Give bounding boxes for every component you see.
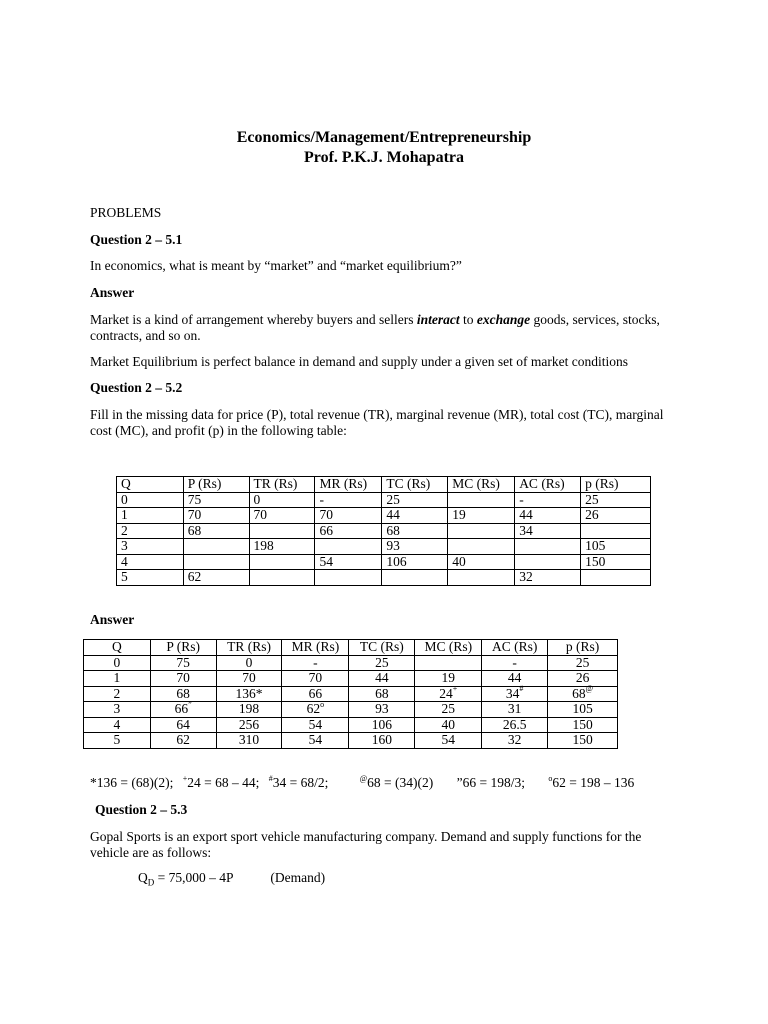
answer-text-part: Market is a kind of arrangement whereby buyers and sellers <box>90 312 417 327</box>
table-cell: 136* <box>216 686 282 702</box>
table-cell: 19 <box>448 508 515 524</box>
cell-mark: o <box>320 699 325 709</box>
table-cell <box>382 570 448 586</box>
table-cell <box>249 554 315 570</box>
table-cell: 0 <box>249 492 315 508</box>
question-5-1-heading: Question 2 – 5.1 <box>90 232 183 247</box>
table-cell: 40 <box>448 554 515 570</box>
table-cell: 68 <box>382 523 448 539</box>
table-cell: 32 <box>482 733 548 749</box>
footnote-price: ”66 = 198/3; <box>456 775 525 790</box>
footnote-mark: @ <box>359 773 368 783</box>
question-text-line: cost (MC), and profit (p) in the following table: <box>90 423 347 438</box>
table-cell: 66 <box>315 523 382 539</box>
question-table-row <box>117 508 651 524</box>
cell-mark: ” <box>188 699 192 709</box>
table-cell: 70 <box>183 508 249 524</box>
question-5-2-answer-label: Answer <box>90 612 135 627</box>
question-5-1-answer-label: Answer <box>90 285 135 300</box>
table-cell: 106 <box>382 554 448 570</box>
table-cell: 54 <box>282 717 349 733</box>
table-cell <box>448 570 515 586</box>
table-cell: 310 <box>216 733 282 749</box>
equation-label: (Demand) <box>270 870 326 885</box>
question-5-1-answer-market <box>90 312 690 344</box>
table-cell: 0 <box>84 655 151 671</box>
column-header: MC (Rs) <box>415 640 482 656</box>
table-cell: 25 <box>349 655 415 671</box>
answer-emphasis-exchange: exchange <box>476 312 531 327</box>
table-cell: 150 <box>581 554 651 570</box>
question-5-1-answer-equilibrium: Market Equilibrium is perfect balance in demand and supply under a given set of market conditions <box>90 354 628 369</box>
question-table-row <box>117 523 651 539</box>
question-text-line: vehicle are as follows: <box>90 845 212 860</box>
table-cell: 70 <box>216 671 282 687</box>
table-cell: 25 <box>548 655 618 671</box>
table-cell: 44 <box>482 671 548 687</box>
footnote-ac: 34 = 68/2; <box>272 775 329 790</box>
table-cell: 68 <box>349 686 415 702</box>
column-header: P (Rs) <box>183 477 249 493</box>
footnote-mark: o <box>548 773 553 783</box>
table-cell: 93 <box>349 702 415 718</box>
table-cell: 66 <box>282 686 349 702</box>
footnote-tr: *136 = (68)(2); <box>90 775 174 790</box>
question-5-1-text: In economics, what is meant by “market” and “market equilibrium?” <box>90 258 462 273</box>
equation-q: Q <box>138 870 148 885</box>
table-cell: 106 <box>349 717 415 733</box>
cell-mark: @ <box>585 684 593 693</box>
question-text-line: Fill in the missing data for price (P), total revenue (TR), marginal revenue (MR), total cost (TC), marginal <box>90 407 664 422</box>
table-cell: 62 <box>150 733 216 749</box>
table-cell: 40 <box>415 717 482 733</box>
answer-text-part: goods, services, stocks, <box>530 312 660 327</box>
answer-table-row <box>84 702 618 718</box>
table-cell: 24+ <box>415 686 482 702</box>
table-cell <box>249 570 315 586</box>
footnote-profit: 68 = (34)(2) <box>367 775 434 790</box>
table-cell: 26.5 <box>482 717 548 733</box>
table-cell <box>581 523 651 539</box>
table-cell: 3 <box>117 539 184 555</box>
question-text-line: Gopal Sports is an export sport vehicle manufacturing company. Demand and supply functions for the <box>90 829 642 844</box>
question-5-2-text <box>90 407 710 439</box>
column-header: TC (Rs) <box>349 640 415 656</box>
column-header: P (Rs) <box>150 640 216 656</box>
column-header: MC (Rs) <box>448 477 515 493</box>
table-cell: 44 <box>515 508 581 524</box>
table-cell: 2 <box>117 523 184 539</box>
table-cell: 19 <box>415 671 482 687</box>
column-header: p (Rs) <box>548 640 618 656</box>
table-cell: 105 <box>581 539 651 555</box>
table-cell: 150 <box>548 733 618 749</box>
table-cell: 62$^o$ <box>282 702 349 718</box>
column-header: TC (Rs) <box>382 477 448 493</box>
table-cell <box>448 523 515 539</box>
table-cell: 44 <box>382 508 448 524</box>
document-author: Prof. P.K.J. Mohapatra <box>304 149 464 166</box>
answer-table-row <box>84 717 618 733</box>
column-header: AC (Rs) <box>515 477 581 493</box>
table-cell: 4 <box>84 717 151 733</box>
table-cell: 25 <box>581 492 651 508</box>
answer-text-part: contracts, and so on. <box>90 328 201 343</box>
table-cell: 25 <box>415 702 482 718</box>
table-cell: 54 <box>315 554 382 570</box>
table-cell <box>448 539 515 555</box>
question-table-row <box>117 554 651 570</box>
table-cell: 54 <box>415 733 482 749</box>
column-header: Q <box>117 477 184 493</box>
table-cell: 198 <box>249 539 315 555</box>
table-cell: 31 <box>482 702 548 718</box>
footnote-mark: # <box>268 773 273 783</box>
table-cell: 75 <box>150 655 216 671</box>
question-table-row <box>117 539 651 555</box>
equation-subscript: D <box>147 877 155 888</box>
table-cell: 256 <box>216 717 282 733</box>
answer-table-header-row <box>84 640 618 656</box>
table-cell: 70 <box>315 508 382 524</box>
table-cell: 70 <box>150 671 216 687</box>
table-cell: 2 <box>84 686 151 702</box>
table-cell <box>249 523 315 539</box>
equation-rhs: = 75,000 – 4P <box>154 870 233 885</box>
table-cell <box>315 539 382 555</box>
table-cell: 70 <box>282 671 349 687</box>
table-cell: 93 <box>382 539 448 555</box>
question-table-row <box>117 570 651 586</box>
table-cell: - <box>282 655 349 671</box>
question-5-3-heading: Question 2 – 5.3 <box>95 802 188 817</box>
table-cell: 66” <box>150 702 216 718</box>
column-header: TR (Rs) <box>216 640 282 656</box>
table-cell <box>581 570 651 586</box>
table-cell: 34# <box>482 686 548 702</box>
question-table-header-row <box>117 477 651 493</box>
table-cell: 70 <box>249 508 315 524</box>
table-cell: 105 <box>548 702 618 718</box>
table-cell: - <box>515 492 581 508</box>
footnote-mark: + <box>182 773 188 783</box>
table-cell: 68@ <box>548 686 618 702</box>
cell-mark: # <box>519 684 524 693</box>
table-cell <box>515 554 581 570</box>
footnote-mr: 62 = 198 – 136 <box>552 775 635 790</box>
table-cell: 0 <box>117 492 184 508</box>
table-cell: 150 <box>548 717 618 733</box>
column-header: p (Rs) <box>581 477 651 493</box>
table-cell <box>415 655 482 671</box>
table-cell <box>515 539 581 555</box>
column-header: MR (Rs) <box>282 640 349 656</box>
answer-table-row <box>84 655 618 671</box>
table-cell: 1 <box>84 671 151 687</box>
table-cell: - <box>482 655 548 671</box>
column-header: Q <box>84 640 151 656</box>
table-cell: 5 <box>117 570 184 586</box>
footnote-mc: 24 = 68 – 44; <box>187 775 260 790</box>
table-cell: 32 <box>515 570 581 586</box>
table-cell: 54 <box>282 733 349 749</box>
table-cell: 1 <box>117 508 184 524</box>
table-cell <box>183 539 249 555</box>
cell-mark: + <box>452 684 458 693</box>
table-cell: 5 <box>84 733 151 749</box>
answer-table <box>83 639 618 749</box>
table-cell: 0 <box>216 655 282 671</box>
document-title: Economics/Management/Entrepreneurship <box>236 129 532 146</box>
table-cell <box>448 492 515 508</box>
question-table-row <box>117 492 651 508</box>
problems-label: PROBLEMS <box>90 205 162 220</box>
question-5-3-text <box>90 829 710 861</box>
table-cell <box>183 554 249 570</box>
table-cell: 198 <box>216 702 282 718</box>
table-cell: 160 <box>349 733 415 749</box>
table-cell: - <box>315 492 382 508</box>
table-cell: 26 <box>581 508 651 524</box>
table-cell: 34 <box>515 523 581 539</box>
column-header: TR (Rs) <box>249 477 315 493</box>
question-5-2-heading: Question 2 – 5.2 <box>90 380 183 395</box>
column-header: MR (Rs) <box>315 477 382 493</box>
answer-table-row <box>84 671 618 687</box>
table-cell <box>315 570 382 586</box>
table-cell: 75 <box>183 492 249 508</box>
answer-table-row <box>84 686 618 702</box>
column-header: AC (Rs) <box>482 640 548 656</box>
table-cell: 3 <box>84 702 151 718</box>
table-cell: 62 <box>183 570 249 586</box>
question-table <box>116 476 651 586</box>
table-cell: 68 <box>150 686 216 702</box>
demand-equation <box>138 870 325 886</box>
answer-footnotes <box>90 775 710 791</box>
answer-emphasis-interact: interact <box>416 312 460 327</box>
table-cell: 25 <box>382 492 448 508</box>
table-cell: 4 <box>117 554 184 570</box>
table-cell: 44 <box>349 671 415 687</box>
answer-text-part: to <box>459 312 477 327</box>
table-cell: 26 <box>548 671 618 687</box>
answer-table-row <box>84 733 618 749</box>
table-cell: 64 <box>150 717 216 733</box>
table-cell: 68 <box>183 523 249 539</box>
